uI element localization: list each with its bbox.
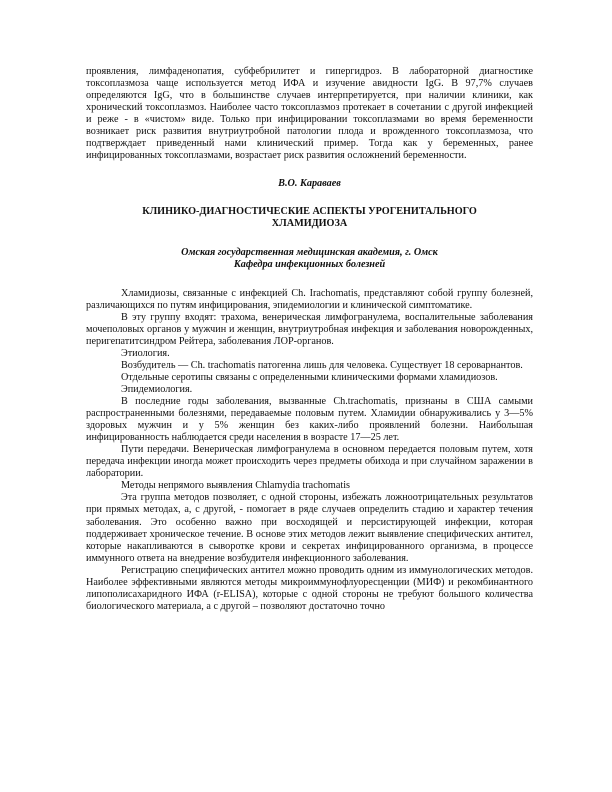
article-department: Кафедра инфекционных болезней [233,258,386,270]
document-page [86,66,533,613]
article-affiliation-block [86,247,533,271]
top-paragraph: проявления, лимфаденопатия, субфебрилитет и гипергидроз. В лабораторной диагностике токсоплазмоза чаще используется метод ИФА и изучение авидности IgG. В 97,7% случаев определяются IgG, что в большинстве случаев интерпретируется, при наличии клиники, как хронический токсоплазмоз. Наиболее часто токсоплазмоз протекает в сочетании с другой инфекцией и реже - в «чистом» виде. Только при инфицировании токсоплазмами во время беременности возникает риск развития внутриутробной патологии плода и врожденного токсоплазмоза, что подтверждает приведенный нами клинический пример. Тогда как у беременных, ранее инфицированных токсоплазмами, возрастает риск развития осложнений беременности. [86,66,533,162]
body-paragraph: В последние годы заболевания, вызванные Ch.trachomatis, признаны в США самыми распространенными болезнями, передаваемые половым путем. Хламидии обнаруживались у 3—5% здоровых мужчин и у 5% женщин без каких-либо проявлений болезни. Наибольшая инфицированность наблюдается среди населения в возрасте 17—25 лет. [86,396,533,444]
section-heading-etiology: Этиология. [121,347,170,359]
section-heading-epidemiology: Эпидемиология. [121,383,193,395]
body-paragraph: Возбудитель — Ch. trachomatis патогенна лишь для человека. Существует 18 сероварнантов. [121,359,523,371]
body-paragraph: В эту группу входят: трахома, венерическая лимфогранулема, воспалительные заболевания мочеполовых органов у мужчин и женщин, внутриутробная инфекция и заболевания новорожденных, перигепатитсиндром Рейтера, заболевания ЛОР-органов. [86,311,533,347]
body-paragraph: Отдельные серотипы связаны с определенными клиническими формами хламидиозов. [121,371,498,383]
article-affiliation: Омская государственная медицинская академия, г. Омск [181,246,438,258]
article-title: КЛИНИКО-ДИАГНОСТИЧЕСКИЕ АСПЕКТЫ УРОГЕНИТАЛЬНОГО ХЛАМИДИОЗА [142,206,477,230]
body-paragraph: Эта группа методов позволяет, с одной стороны, избежать ложноотрицательных результатов при прямых методах, а, с другой, - помогает в ряде случаев определить стадию и характер течения заболевания. Это особенно важно при восходящей и персистирующей инфекции, которая поддерживает хроническое течение. В основе этих методов лежит выявление специфических антител, которые накапливаются в сыворотке крови и секретах инфицированного организма, в процессе иммунного ответа на внедрение возбудителя инфекционного заболевания. [86,492,533,564]
article-body [86,288,533,613]
body-paragraph: Пути передачи. Венерическая лимфогранулема в основном передается половым путем, хотя передача инфекции иногда может происходить через предметы обихода и при случайном заражении в лаборатории. [86,444,533,480]
body-paragraph: Хламидиозы, связанные с инфекцией Ch. Irachomatis, представляют собой группу болезней, различающихся по путям инфицирования, эпидемиологии и клинической симптоматике. [86,287,533,311]
section-heading-indirect-methods: Методы непрямого выявления Chlamydia trachomatis [121,480,350,492]
article-author: В.О. Караваев [278,178,341,190]
body-paragraph: Регистрацию специфических антител можно проводить одним из иммунологических методов. Наиболее эффективными являются методы микроиммунофлуоресценции (МИФ) и рекомбинантного липополисахаридного ИФА (r-ELISA), которые с одной стороны не требуют большого количества биологического материала, а с другой – позволяют достаточно точно [86,564,533,612]
